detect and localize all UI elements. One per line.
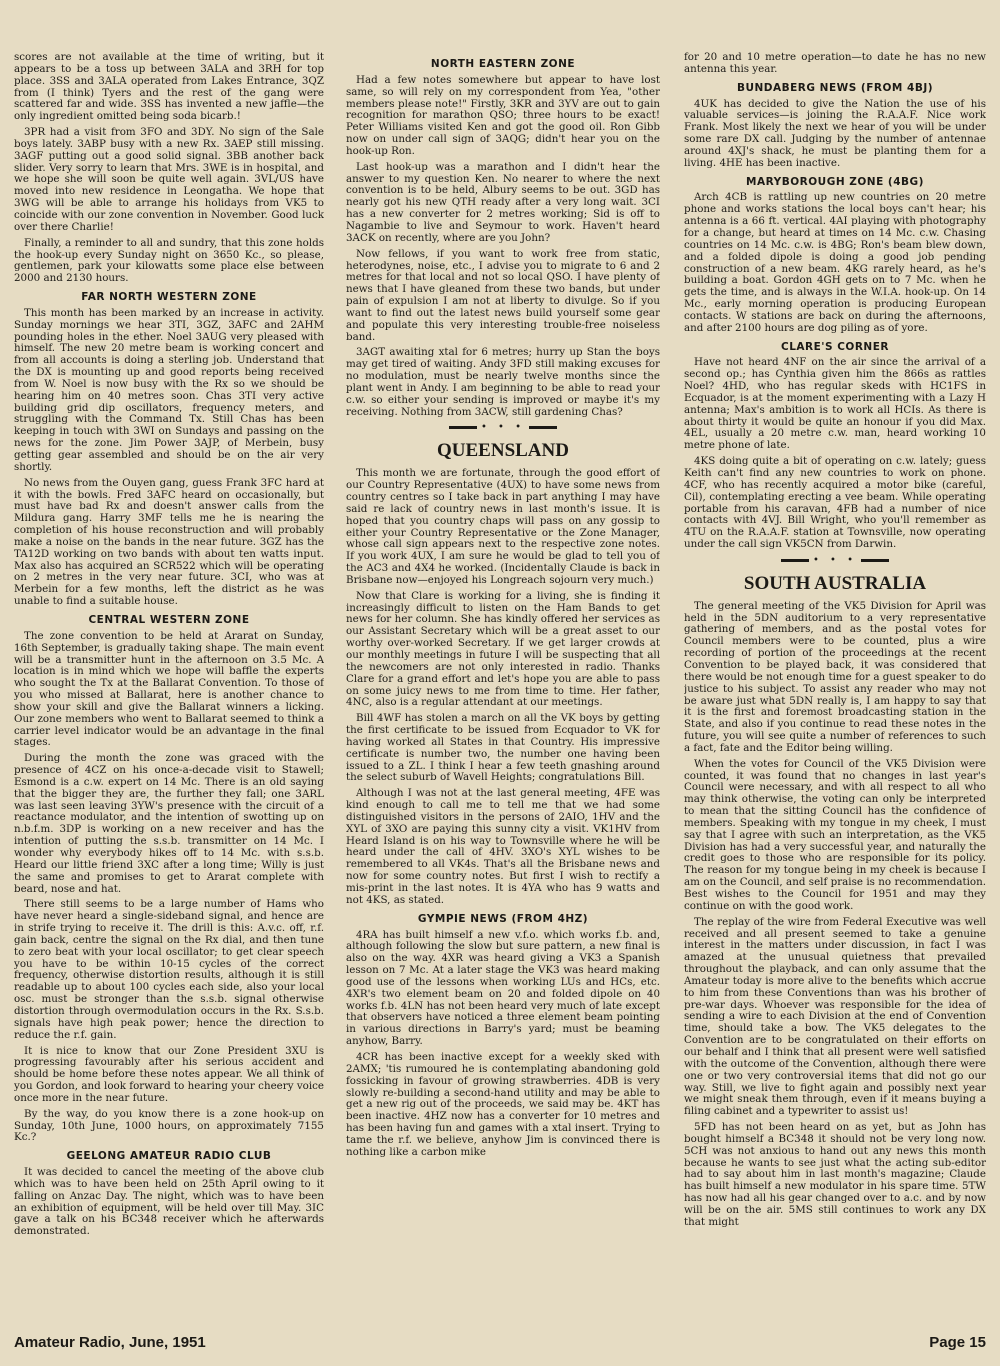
paragraph: This month has been marked by an increase in activity. Sunday mornings we hear 3TI, 3GZ, 3AFC and 2AHM pounding holes in the ether. Noel 3AUG very pleased with himself. The new 20 metre beam is working concert and from all accounts is doing a sterling job. Understand that the DX is mounting up and good reports being received from W. Noel is now busy with the Rx so we should be hearing him on 40 metres soon. Chas 3TI very active building grid dip oscillators, frequency meters, and struggling with the Command Tx. Still Chas has been keeping in touch with 3WI on Sundays and passing on the news for the zone. Jim Power 3AJP, of Merbein, busy getting gear assembled and should be on the air very shortly.	[14, 306, 324, 473]
paragraph: 4RA has built himself a new v.f.o. which works f.b. and, although following the slow but sure pattern, a new final is also on the way. 4XR was heard giving a VK3 a Spanish lesson on 7 Mc. At a later stage the VK3 was heard making good use of the lessons when working LUs and HCs, etc. 4XR's two element beam on 20 and folded dipole on 40 works f.b. 4LN has not been heard very much of late except that observers have noticed a three element beam pointing in various directions in Barry's yard; must be beaming anyhow, Barry.	[346, 928, 660, 1048]
paragraph: for 20 and 10 metre operation—to date he has no new antenna this year.	[684, 52, 986, 75]
state-heading: QUEENSLAND	[437, 440, 569, 462]
paragraph: 4KS doing quite a bit of operating on c.w. lately; guess Keith can't find any new countries to work on phone. 4CF, who has recently acquired a motor bike (careful, Cil), contemplating erecting a vee beam. While operating portable from his caravan, 4FB had a number of nice contacts with 4VJ. Bill Wright, who you'll remember as 4TU on the R.A.A.F. station at Townsville, now operating under the call sign VK5CN from Darwin.	[684, 455, 986, 551]
section-heading: MARYBOROUGH ZONE (4BG)	[746, 175, 924, 188]
section-heading: NORTH EASTERN ZONE	[430, 58, 576, 70]
paragraph: There still seems to be a large number of Hams who have never heard a single-sideband signal, and hence are in strife trying to receive it. The drill is this: A.v.c. off, r.f. gain back, centre the signal on the Rx dial, and then tune to zero beat with your local oscillator; to get clear speech you have to be within 10-15 cycles of the correct frequency, otherwise distortion results, although it is still readable up to about 100 cycles each side, also your local osc. must be stronger than the s.s.b. signal otherwise distortion through overmodulation occurs in the Rx. S.s.b. signals have high peak power; hence the direction to reduce the r.f. gain.	[14, 898, 324, 1041]
paragraph: Finally, a reminder to all and sundry, that this zone holds the hook-up every Sunday night on 3650 Kc., so please, gentlemen, park your kilowatts some place else between 2000 and 2130 hours.	[14, 236, 324, 285]
paragraph: This month we are fortunate, through the good effort of our Country Representative (4UX) to have some news from country centres so I take back in part anything I may have said re lack of country news in last month's issue. It is hoped that you country chaps will pass on any gossip to either your Country Representative or the Zone Manager, whose call sign appears next to the respective zone notes. If you work 4UX, I am sure he would be glad to tell you of the AC3 and 4X4 he worked. (Incidentally Claude is back in Brisbane now—enjoyed his Longreach sojourn very much.)	[346, 467, 660, 586]
paragraph: Have not heard 4NF on the air since the arrival of a second op.; has Cynthia given him the 866s as rattles Noel? 4HD, who has regular skeds with HC1FS in Ecquador, is at the moment experimenting with a Lazy H antenna; Max's ambition is to work all HCIs. As there is about thirty it would be quite an honour if you did Max. 4EL, usually a 20 metre c.w. man, heard working 10 metre phone of late.	[684, 356, 986, 452]
paragraph: Although I was not at the last general meeting, 4FE was kind enough to call me to tell me that we had some distinguished visitors in the persons of 2AIO, 1HV and the XYL of 3XO are paying this sunny city a visit. VK1HV from Heard Island is on his way to Townsville where he will be heard under the call of 4HV. 3XO's XYL wishes to be remembered to all VK4s. That's all the Brisbane news and now for some country notes. But first I wish to rectify a mis-print in the last notes. It is 4YA who has 9 watts and not 4KS, as stated.	[346, 787, 660, 906]
paragraph: scores are not available at the time of writing, but it appears to be a toss up between 3ALA and 3RH for top place. 3SS and 3ALA operated from Lakes Entrance, 3QZ from (I think) Tyers and the rest of the gang were scattered far and wide. 3SS has invented a new jaffle—the only ingredient omitted being soda bicarb.!	[14, 52, 324, 123]
paragraph: 3PR had a visit from 3FO and 3DY. No sign of the Sale boys lately. 3ABP busy with a new Rx. 3AEP still missing. 3AGF putting out a good solid signal. 3BB another back slider. Very sorry to learn that Mrs. 3WE is in hospital, and we hope she will soon be quite well again. 3VL/US have moved into new residence in Leongatha. We hope that 3WG will be able to arrange his holidays from VK5 to coincide with our zone convention in November. Good luck over there Charlie!	[14, 126, 324, 233]
paragraph: During the month the zone was graced with the presence of 4CZ on his once-a-decade visit to Stawell; Esmond is a c.w. expert on 14 Mc. There is an old saying that the bigger they are, the further they fall; one 3ARL was last seen leaving 3YW's presence with the circuit of a reactance modulator, and the intention of swotting up on n.b.f.m. 3DP is working on a new receiver and has the intention of putting the s.s.b. transmitter on 14 Mc. I wonder why everybody hikes off to 14 Mc. with s.s.b. Heard our little friend 3XC after a long time; Willy is just the same and promises to get to Ararat complete with beard, nose and hat.	[14, 752, 324, 895]
paragraph: It was decided to cancel the meeting of the above club which was to have been held on 25th April owing to it falling on Anzac Day. The night, which was to have been an exhibition of equipment, will be held over till May. 3IC gave a talk on his BC348 receiver which he afterwards demonstrated.	[14, 1166, 324, 1238]
paragraph: The zone convention to be held at Ararat on Sunday, 16th September, is gradually taking shape. The main event will be a transmitter hunt in the afternoon on 3.5 Mc. A location is in mind which we hope will baffle the experts who sought the Tx at the Ballarat Convention. To those of you who missed at Ballarat, here is another chance to show your skill and give the Ballarat winners a licking. Our zone members who went to Ballarat seemed to think a carrier level indicator would be an advantage in the final stages.	[14, 629, 324, 749]
section-divider: • • •	[346, 422, 660, 434]
section-heading: CENTRAL WESTERN ZONE	[88, 613, 250, 626]
page-number: Page 15	[929, 1334, 986, 1351]
paragraph: Bill 4WF has stolen a march on all the VK boys by getting the first certificate to be issued from Ecquador to VK for having worked all States in that Country. His impressive certificate is number two, the number one having been issued to a ZL. I think I hear a few teeth gnashing around the select suburb of Wavell Heights; congratulations Bill.	[346, 712, 660, 784]
column-left	[14, 52, 324, 1314]
state-heading: SOUTH AUSTRALIA	[743, 572, 927, 594]
paragraph: When the votes for Council of the VK5 Division were counted, it was found that no changes in last year's Council were necessary, and with all respect to all who may think otherwise, the voting can only be interpreted to mean that the sitting Council has the confidence of members. Speaking with my tongue in my cheek, I must say that I agree with such an interpretation, as the VK5 Division has had a very successful year, and naturally the credit goes to those who are responsible for its policy. The reason for my tongue being in my cheek is because I am on the Council, and self praise is no recommendation. Best wishes to the Council for 1951 and may they continue on with the good work.	[684, 757, 986, 912]
section-heading: CLARE'S CORNER	[781, 340, 889, 353]
paragraph: The replay of the wire from Federal Executive was well received and all present seemed to take a genuine interest in the matters under discussion, in fact I was amazed at the unusual quietness that prevailed throughout the playback, and can only assume that the Amateur today is more alive to the benefits which accrue to him from these Conventions than was his brother of pre-war days. Whoever was responsible for the idea of sending a wire to each Division at the end of Convention time, should take a bow. The VK5 delegates to the Convention are to be congratulated on their efforts on our behalf and I think that all present were well satisfied with the outcome of the Convention, although there were one or two very controversial items that did not go our way. Still, we live to fight again and possibly next year we might sneak them through, even if it means buying a filing cabinet and a typewriter to assist us!	[684, 915, 986, 1118]
paragraph: Now that Clare is working for a living, she is finding it increasingly difficult to listen on the Ham Bands to get news for her column. She has kindly offered her services as our Assistant Secretary which will be a great asset to our worthy over-worked Secretary. If we get larger crowds at our monthly meetings in future I will be suspecting that all the newcomers are not only interested in radio. Thanks Clare for a grand effort and let's hope you are able to pass on some juicy news to me from time to time. Her father, 4NC, also is a regular attendant at our meetings.	[346, 589, 660, 709]
publication-line: Amateur Radio, June, 1951	[14, 1334, 206, 1351]
paragraph: No news from the Ouyen gang, guess Frank 3FC hard at it with the bowls. Fred 3AFC heard on occasionally, but must have bad Rx and doesn't answer calls from the Mildura gang. Harry 3MF tells me he is nearing the completion of his house reconstruction and will probably make a noise on the bands in the near future. 3GZ has the TA12D working on two bands with about ten watts input. Max also has acquired an SCR522 which will be operating on 2 metres in the very near future. 3CI, who was at Merbein for a few months, left the district as he was unable to find a suitable house.	[14, 476, 324, 608]
paragraph: By the way, do you know there is a zone hook-up on Sunday, 10th June, 1000 hours, on approximately 7155 Kc.?	[14, 1107, 324, 1144]
paragraph: Now fellows, if you want to work free from static, heterodynes, noise, etc., I advise you to migrate to 6 and 2 metres for that local and not so local QSO. I have plenty of news that I have gleaned from these two bands, but under pain of expulsion I am not at liberty to divulge. So if you want to find out the latest news build yourself some gear and populate this very interesting trouble-free noiseless band.	[346, 247, 660, 343]
section-heading: GEELONG AMATEUR RADIO CLUB	[66, 1150, 272, 1163]
paragraph: Arch 4CB is rattling up new countries on 20 metre phone and works stations the local boys can't hear; his antenna is a 66 ft. vertical. 4AI playing with photography for a change, but heard at times on 14 Mc. c.w. Chasing countries on 14 Mc. c.w. is 4BG; Ron's beam blew down, and a folded dipole is doing a good job pending construction of a new beam. 4KG rarely heard, as he's building a boat. Gordon 4GH gets on to 7 Mc. when he gets the time, and is always in the W.I.A. hook-up. On 14 Mc., early morning operation is producing European contacts. W stations are back on during the afternoons, and after 2100 hours are dog piling as of yore.	[684, 191, 986, 334]
paragraph: It is nice to know that our Zone President 3XU is progressing favourably after his serious accident and should be home before these notes appear. We all think of you Gordon, and look forward to hearing your cheery voice once more in the near future.	[14, 1044, 324, 1104]
section-heading: FAR NORTH WESTERN ZONE	[81, 291, 257, 304]
paragraph: 5FD has not been heard on as yet, but as John has bought himself a BC348 it should not be very long now. 5CH was not anxious to hand out any news this month because he wants to see just what the acting sub-editor had to say about him in last month's magazine; Claude has built himself a new modulator in his spare time. 5TW has now had all his gear changed over to a.c. and by now will be on the air. 5MS still continues to work any DX that might	[684, 1121, 986, 1228]
section-heading: BUNDABERG NEWS (FROM 4BJ)	[736, 81, 934, 94]
paragraph: Last hook-up was a marathon and I didn't hear the answer to my question Ken. No nearer to where the next convention is to be held, Albury seems to be out. 3GD has nearly got his new QTH ready after a very long wait. 3CI has a new converter for 2 metres working; Sid is off to Nagambie to live and Seymour to work. Haven't heard 3ACK on recently, where are you John?	[346, 160, 660, 244]
paragraph: Had a few notes somewhere but appear to have lost same, so will rely on my correspondent from Yea, "other members please note!" Firstly, 3KR and 3YV are out to gain recognition for marathon QSO; three hours to be exact! Peter Williams visited Ken and got the good oil. Ron Gibb now on under call sign of 3AQG; didn't hear you on the hook-up Ron.	[346, 73, 660, 157]
section-divider: • • •	[684, 555, 986, 567]
page-footer	[14, 1334, 986, 1351]
paragraph: 3AGT awaiting xtal for 6 metres; hurry up Stan the boys may get tired of waiting. Andy 3FD still making excuses for no modulation, must be nearly twelve months since the plant went in Andy. I am beginning to be able to read your c.w. so either your sending is improved or maybe it's my receiving. Nothing from 3ACW, still gardening Chas?	[346, 346, 660, 418]
paragraph: The general meeting of the VK5 Division for April was held in the 5DN auditorium to a very representative gathering of members, and as the postal votes for Council members were to be counted, plus a wire recording of portion of the proceedings at the recent Convention to be played back, it was considered that there would be not enough time for a guest speaker to do justice to his subject. To assist any reader who may not be aware just what 5DN really is, I am happy to say that it is the first and foremost broadcasting station in the State, and also if you continue to read these notes in the future, you will see quite a number of references to such a fact, fate and the Editor being willing.	[684, 599, 986, 754]
paragraph: 4UK has decided to give the Nation the use of his valuable services—is joining the R.A.A.F. Nice work Frank. Most likely the next we hear of you will be under some rare DX call. Judging by the number of antennae around 4XJ's shack, he must be planting them for a living. 4HE has been inactive.	[684, 97, 986, 169]
column-right	[684, 52, 986, 1314]
paragraph: 4CR has been inactive except for a weekly sked with 2AMX; 'tis rumoured he is contemplating abandoning gold fossicking in favour of growing strawberries. 4DB is very slowly re-building a second-hand utility and may be able to get a new rig out of the proceeds, we said may be. 4KT has been inactive. 4HZ now has a converter for 10 metres and has been having fun and games with a xtal insert. Trying to tame the r.f. we believe, anyhow Jim is convinced there is nothing like a carbon mike	[346, 1050, 660, 1158]
column-middle	[346, 52, 660, 1314]
section-heading: GYMPIE NEWS (FROM 4HZ)	[417, 912, 589, 925]
